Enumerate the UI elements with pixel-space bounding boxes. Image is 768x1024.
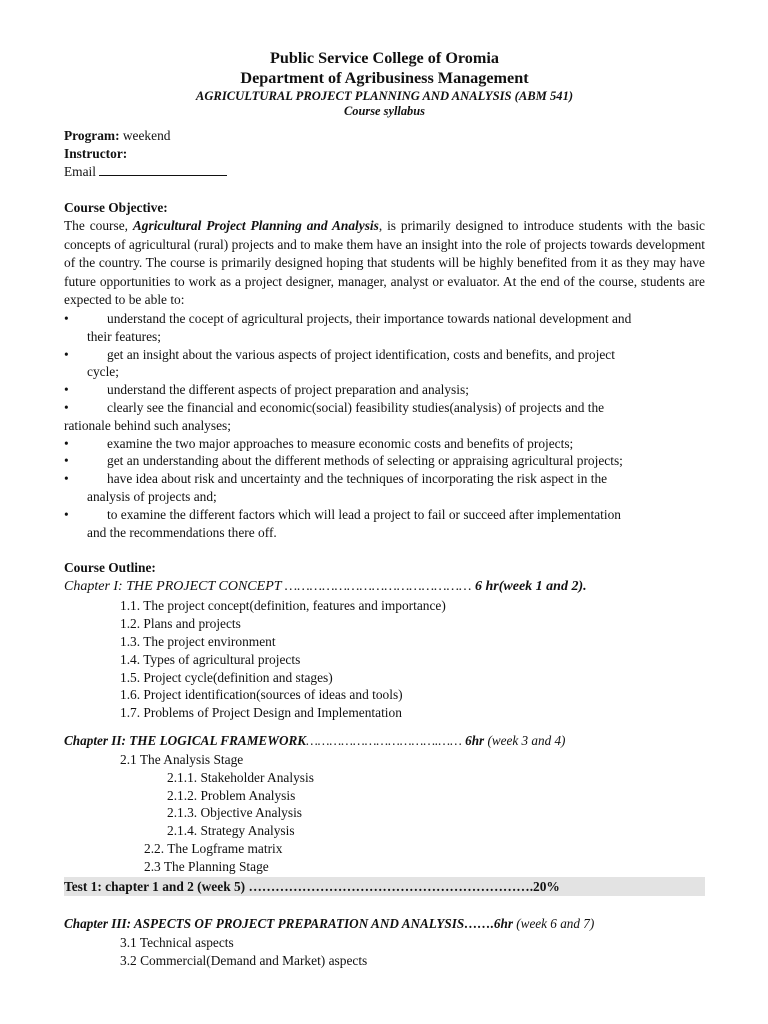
department-name: Department of Agribusiness Management: [240, 69, 529, 87]
chapter-1-item: 1.3. The project environment: [120, 633, 276, 649]
program-label: Program:: [64, 128, 120, 143]
chapter-2-heading: [64, 731, 705, 751]
chapter-1-label: Chapter I: THE PROJECT CONCEPT: [64, 579, 285, 595]
objective-item: • get an understanding about the different methods of selecting or appraising agricultural projects;: [64, 453, 623, 469]
email-blank: [99, 163, 227, 176]
chapter-2-time: 6hr: [461, 732, 485, 748]
objective-paragraph: [64, 217, 705, 310]
objective-item: • examine the two major approaches to measure economic costs and benefits of projects;: [64, 435, 574, 451]
chapter-1-item: 1.7. Problems of Project Design and Implementation: [120, 705, 402, 721]
chapter-2-weeks: (week 3 and 4): [484, 732, 566, 748]
chapter-2-subitem: 2.1.1. Stakeholder Analysis: [167, 769, 314, 785]
chapter-1-item: 1.6. Project identification(sources of ideas and tools): [120, 687, 403, 703]
bullet-icon: •: [64, 435, 69, 451]
program-value: weekend: [119, 128, 171, 143]
document-type: Course syllabus: [344, 104, 425, 118]
chapter-2-dots: …………………………….……: [306, 732, 462, 748]
bullet-icon: •: [64, 346, 69, 362]
bullet-icon: •: [64, 399, 69, 415]
objective-item: • clearly see the financial and economic(social) feasibility studies(analysis) of projects and the rationale behind such analyses;: [64, 399, 605, 433]
chapter-2-label: Chapter II: THE LOGICAL FRAMEWORK: [64, 732, 307, 748]
bullet-icon: •: [64, 310, 69, 326]
chapter-2-item: 2.2. The Logframe matrix: [144, 840, 283, 856]
objective-item: • understand the cocept of agricultural projects, their importance towards national development and their features;: [64, 310, 632, 344]
test-1-row: Test 1: chapter 1 and 2 (week 5) ……………………………………………………….20%: [64, 877, 705, 896]
chapter-1-item: 1.4. Types of agricultural projects: [120, 651, 301, 667]
chapter-2-subitem: 2.1.2. Problem Analysis: [167, 787, 296, 803]
course-title: AGRICULTURAL PROJECT PLANNING AND ANALYSIS (ABM 541): [195, 89, 574, 103]
chapter-3-item: 3.1 Technical aspects: [120, 935, 234, 951]
bullet-icon: •: [64, 453, 69, 469]
objective-item: • get an insight about the various aspects of project identification, costs and benefits, and project cycle;: [64, 346, 615, 380]
objective-item: • understand the different aspects of project preparation and analysis;: [64, 382, 469, 398]
objective-intro-a: The course,: [64, 218, 133, 233]
program-line: [64, 127, 705, 145]
chapter-1-item: 1.5. Project cycle(definition and stages): [120, 669, 333, 685]
chapter-2-subitem: 2.1.3. Objective Analysis: [167, 805, 303, 821]
bullet-icon: •: [64, 382, 69, 398]
chapter-3-weeks: (week 6 and 7): [512, 916, 595, 932]
objective-item: • to examine the different factors which will lead a project to fail or succeed after implementation and the recommendations there off.: [64, 506, 621, 540]
syllabus-page: [64, 48, 705, 970]
chapter-1-item: 1.1. The project concept(definition, features and importance): [120, 598, 446, 614]
college-name: Public Service College of Oromia: [270, 49, 499, 67]
outline-heading: Course Outline:: [64, 560, 156, 576]
course-name-emphasis: Agricultural Project Planning and Analysis: [132, 218, 379, 233]
chapter-3-heading: [64, 914, 705, 934]
objective-item: • have idea about risk and uncertainty and the techniques of incorporating the risk aspect in the analysis of projects and;: [64, 471, 608, 504]
chapter-1-time: 6 hr(week 1 and 2).: [471, 579, 587, 595]
bullet-icon: •: [64, 506, 69, 522]
bullet-icon: •: [64, 471, 69, 487]
chapter-1-dots: ………………………………………: [284, 579, 472, 595]
chapter-2-item: 2.3 The Planning Stage: [144, 858, 269, 874]
chapter-1-item: 1.2. Plans and projects: [120, 616, 241, 632]
email-line: [64, 163, 705, 181]
chapter-2-subitem: 2.1.4. Strategy Analysis: [167, 823, 295, 839]
chapter-3-item: 3.2 Commercial(Demand and Market) aspects: [120, 953, 368, 969]
email-label: Email: [64, 164, 100, 179]
chapter-3-label: Chapter III: ASPECTS OF PROJECT PREPARATION AND ANALYSIS…….6hr: [64, 916, 513, 932]
objective-heading: Course Objective:: [64, 200, 168, 215]
instructor-label: Instructor:: [64, 146, 128, 161]
objective-list: [64, 310, 705, 541]
chapter-2-section: 2.1 The Analysis Stage: [120, 751, 244, 767]
chapter-1-heading: [64, 577, 705, 597]
objective-intro-c: , is primarily designed to introduce students with the basic concepts of agricultural (rural) projects and to make them have an insight into the role of projects towards development of the country. The course is primarily designed hoping that students will be highly benefited from it as they may have future opportunities to work as a project designer, manager, analyst or evaluator. At the end of the course, students are expected to be able to:: [64, 218, 705, 308]
